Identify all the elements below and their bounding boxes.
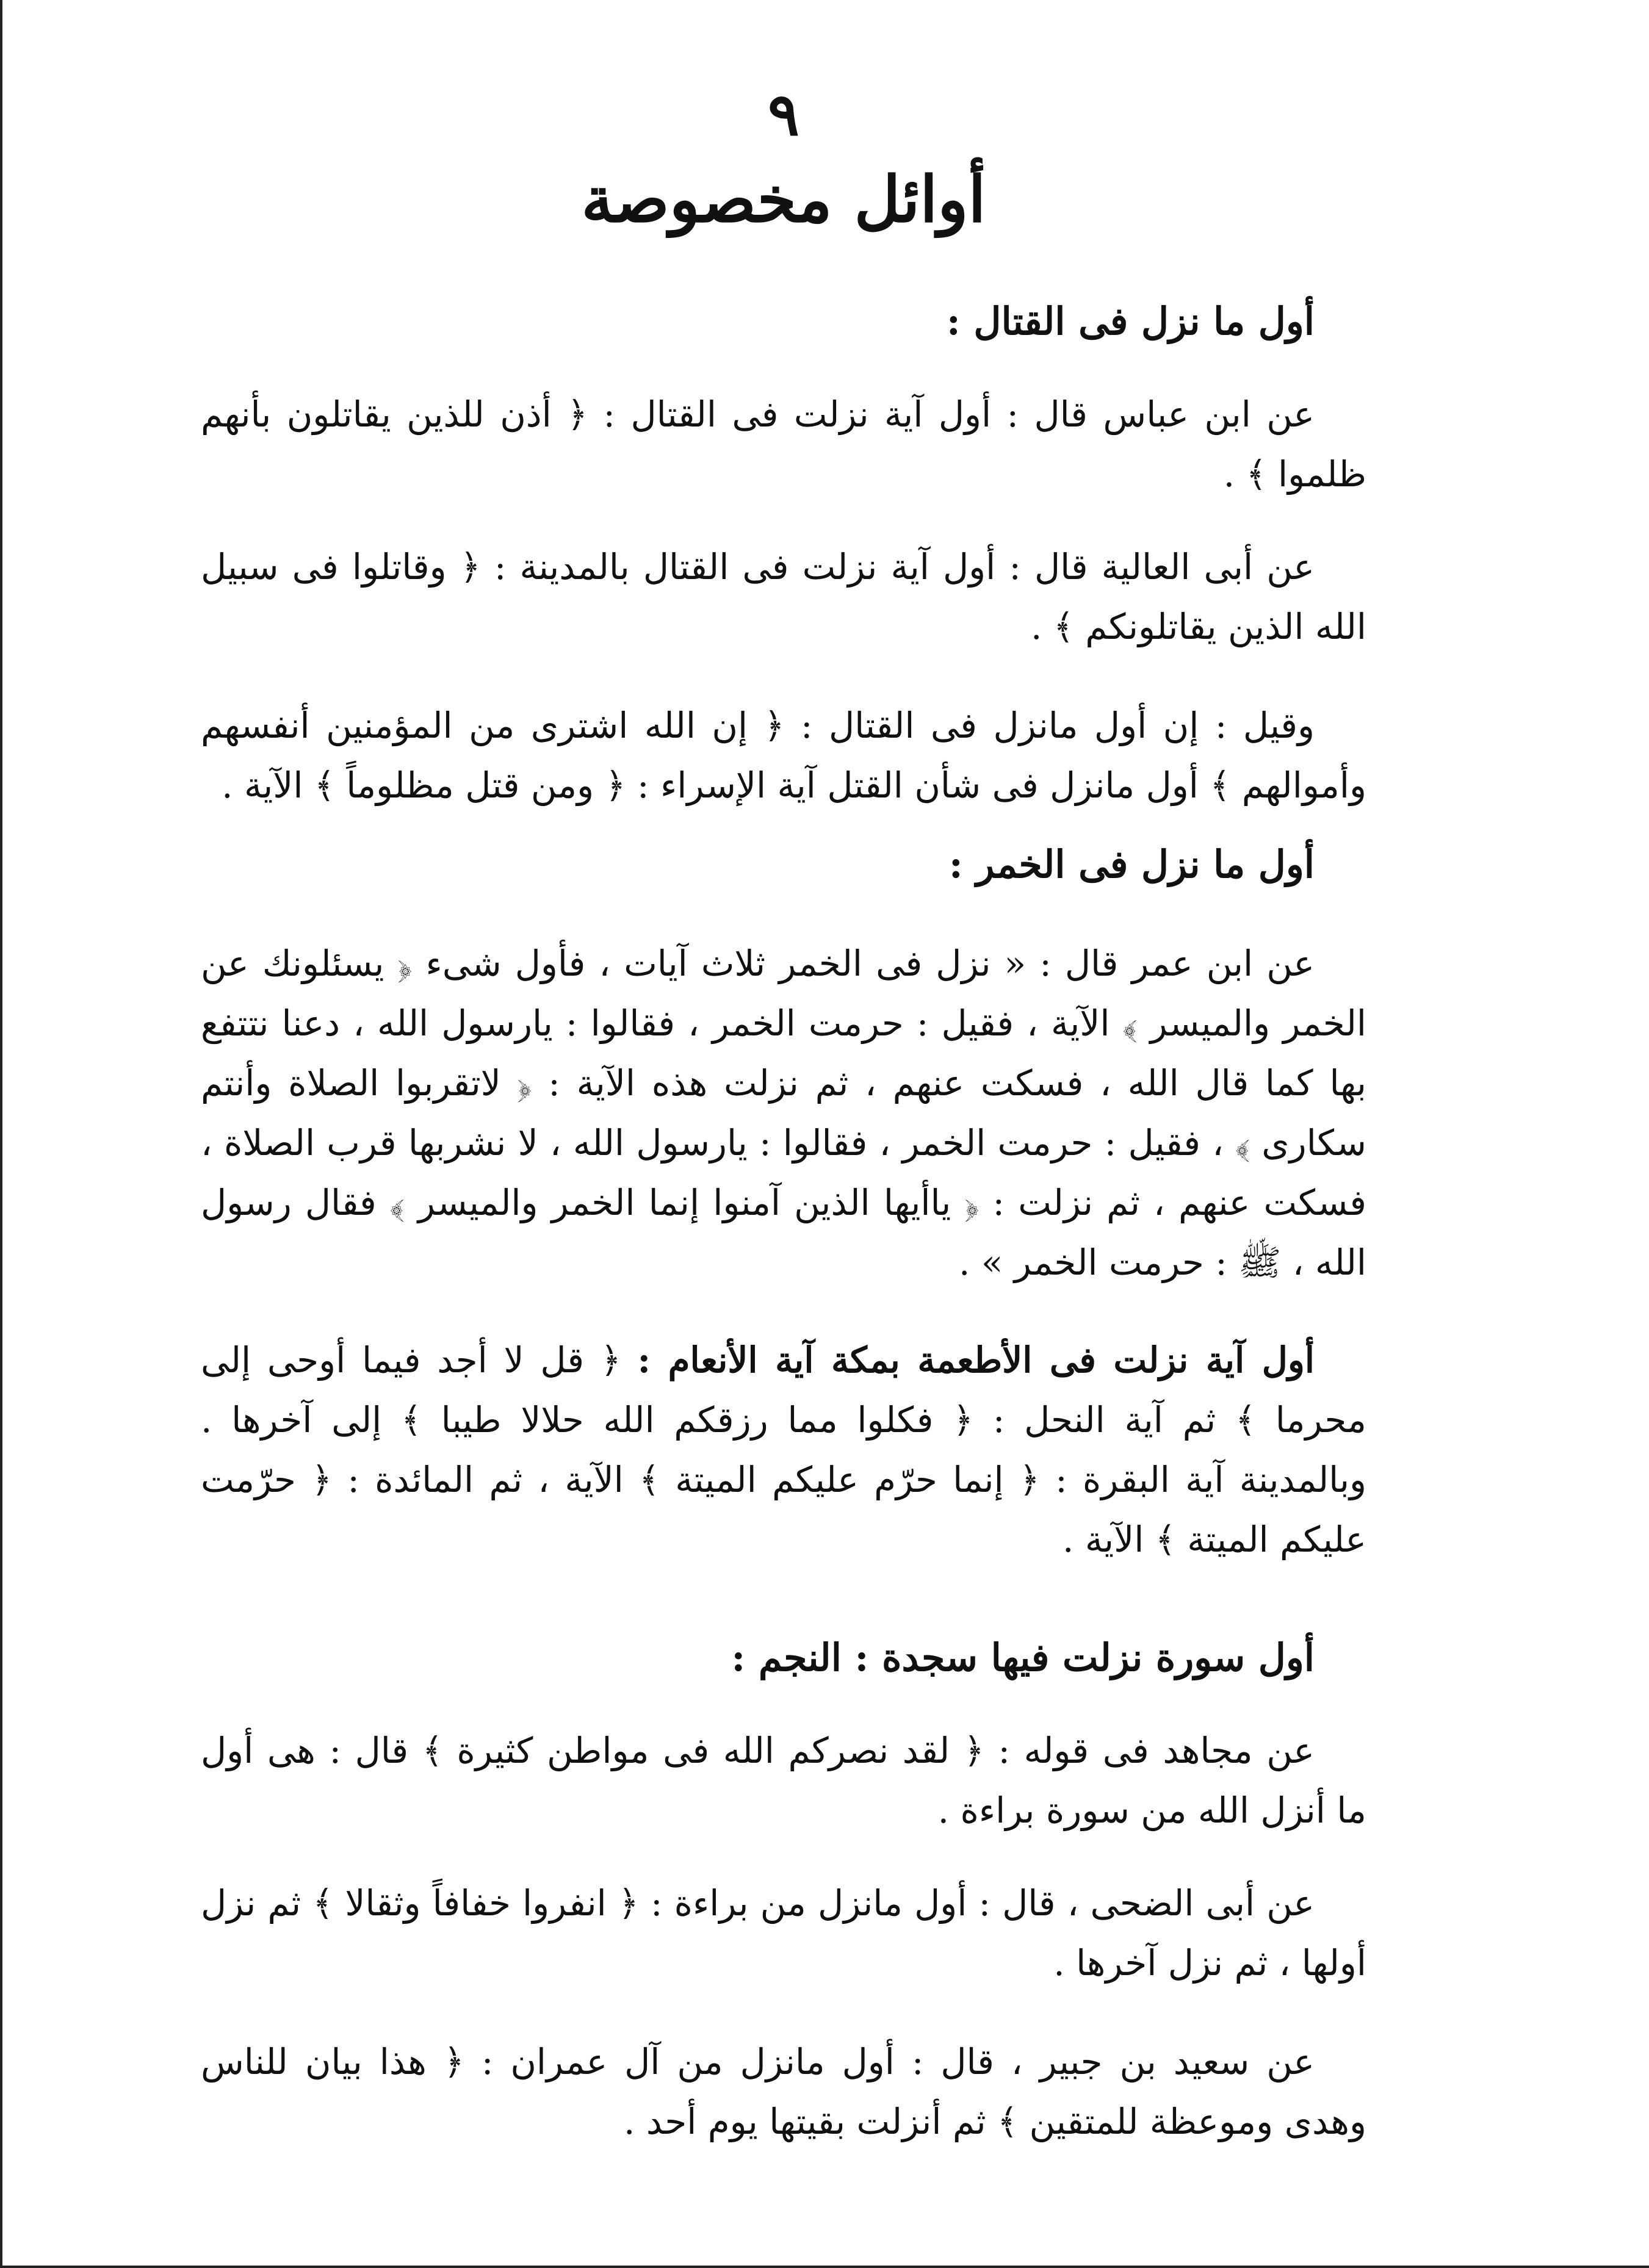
paragraph-ibn-umar: عن ابن عمر قال : « نزل فى الخمر ثلاث آيات ، فأول شىء ﴿ يسئلونك عن الخمر والميسر ﴾ الآية ، فقيل : حرمت الخمر ، فقالوا : يارسول الله ، دعنا نتتفع بها كما قال الله ، فسكت عنهم ، ثم نزلت هذه الآية : ﴿ لاتقربوا الصلاة وأنتم سكارى ﴾ ، فقيل : حرمت الخمر ، فقالوا : يارسول الله ، لا نشربها قرب الصلاة ، فسكت عنهم ، ثم نزلت : ﴿ ياأيها الذين آمنوا إنما الخمر والميسر ﴾ فقال رسول الله ، ﷺ : حرمت الخمر » . — [201, 943, 1366, 1283]
chapter-title: أوائل مخصوصة — [581, 162, 986, 237]
paragraph-abu-aliya: عن أبى العالية قال : أول آية نزلت فى القتال بالمدينة : ﴿ وقاتلوا فى سبيل الله الذين يقاتلونكم ﴾ . — [201, 546, 1366, 647]
section-heading-foods: أول آية نزلت فى الأطعمة بمكة آية الأنعام : — [637, 1339, 1315, 1381]
section-heading-fighting: أول ما نزل فى القتال : — [946, 299, 1315, 344]
paragraph-foods — [201, 1330, 1366, 1569]
paragraph-wa-qila: وقيل : إن أول مانزل فى القتال : ﴿ إن الله اشترى من المؤمنين أنفسهم وأموالهم ﴾ أول مانزل فى شأن القتل آية الإسراء : ﴿ ومن قتل مظلوماً ﴾ الآية . — [201, 705, 1366, 806]
chapter-number: ٩ — [768, 80, 799, 149]
paragraph-abu-duha: عن أبى الضحى ، قال : أول مانزل من براءة : ﴿ انفروا خفافاً وثقالا ﴾ ثم نزل أولها ، ثم نزل آخرها . — [201, 1882, 1366, 1984]
paragraph-said-ibn-jubayr: عن سعيد بن جبير ، قال : أول مانزل من آل عمران : ﴿ هذا بيان للناس وهدى وموعظة للمتقين ﴾ ثم أنزلت بقيتها يوم أحد . — [201, 2041, 1366, 2142]
section-heading-prostration: أول سورة نزلت فيها سجدة : النجم : — [731, 1635, 1315, 1680]
paragraph-mujahid: عن مجاهد فى قوله : ﴿ لقد نصركم الله فى مواطن كثيرة ﴾ قال : هى أول ما أنزل الله من سورة براءة . — [201, 1730, 1366, 1831]
paragraph-foods-text: ﴿ قل لا أجد فيما أوحى إلى محرما ﴾ ثم آية النحل : ﴿ فكلوا مما رزقكم الله حلالا طيبا ﴾ إلى آخرها . وبالمدينة آية البقرة : ﴿ إنما حرّم عليكم الميتة ﴾ الآية ، ثم المائدة : ﴿ حرّمت عليكم الميتة ﴾ الآية . — [201, 1339, 1366, 1560]
paragraph-ibn-abbas: عن ابن عباس قال : أول آية نزلت فى القتال : ﴿ أذن للذين يقاتلون بأنهم ظلموا ﴾ . — [201, 394, 1366, 495]
section-heading-wine: أول ما نزل فى الخمر : — [948, 842, 1315, 887]
